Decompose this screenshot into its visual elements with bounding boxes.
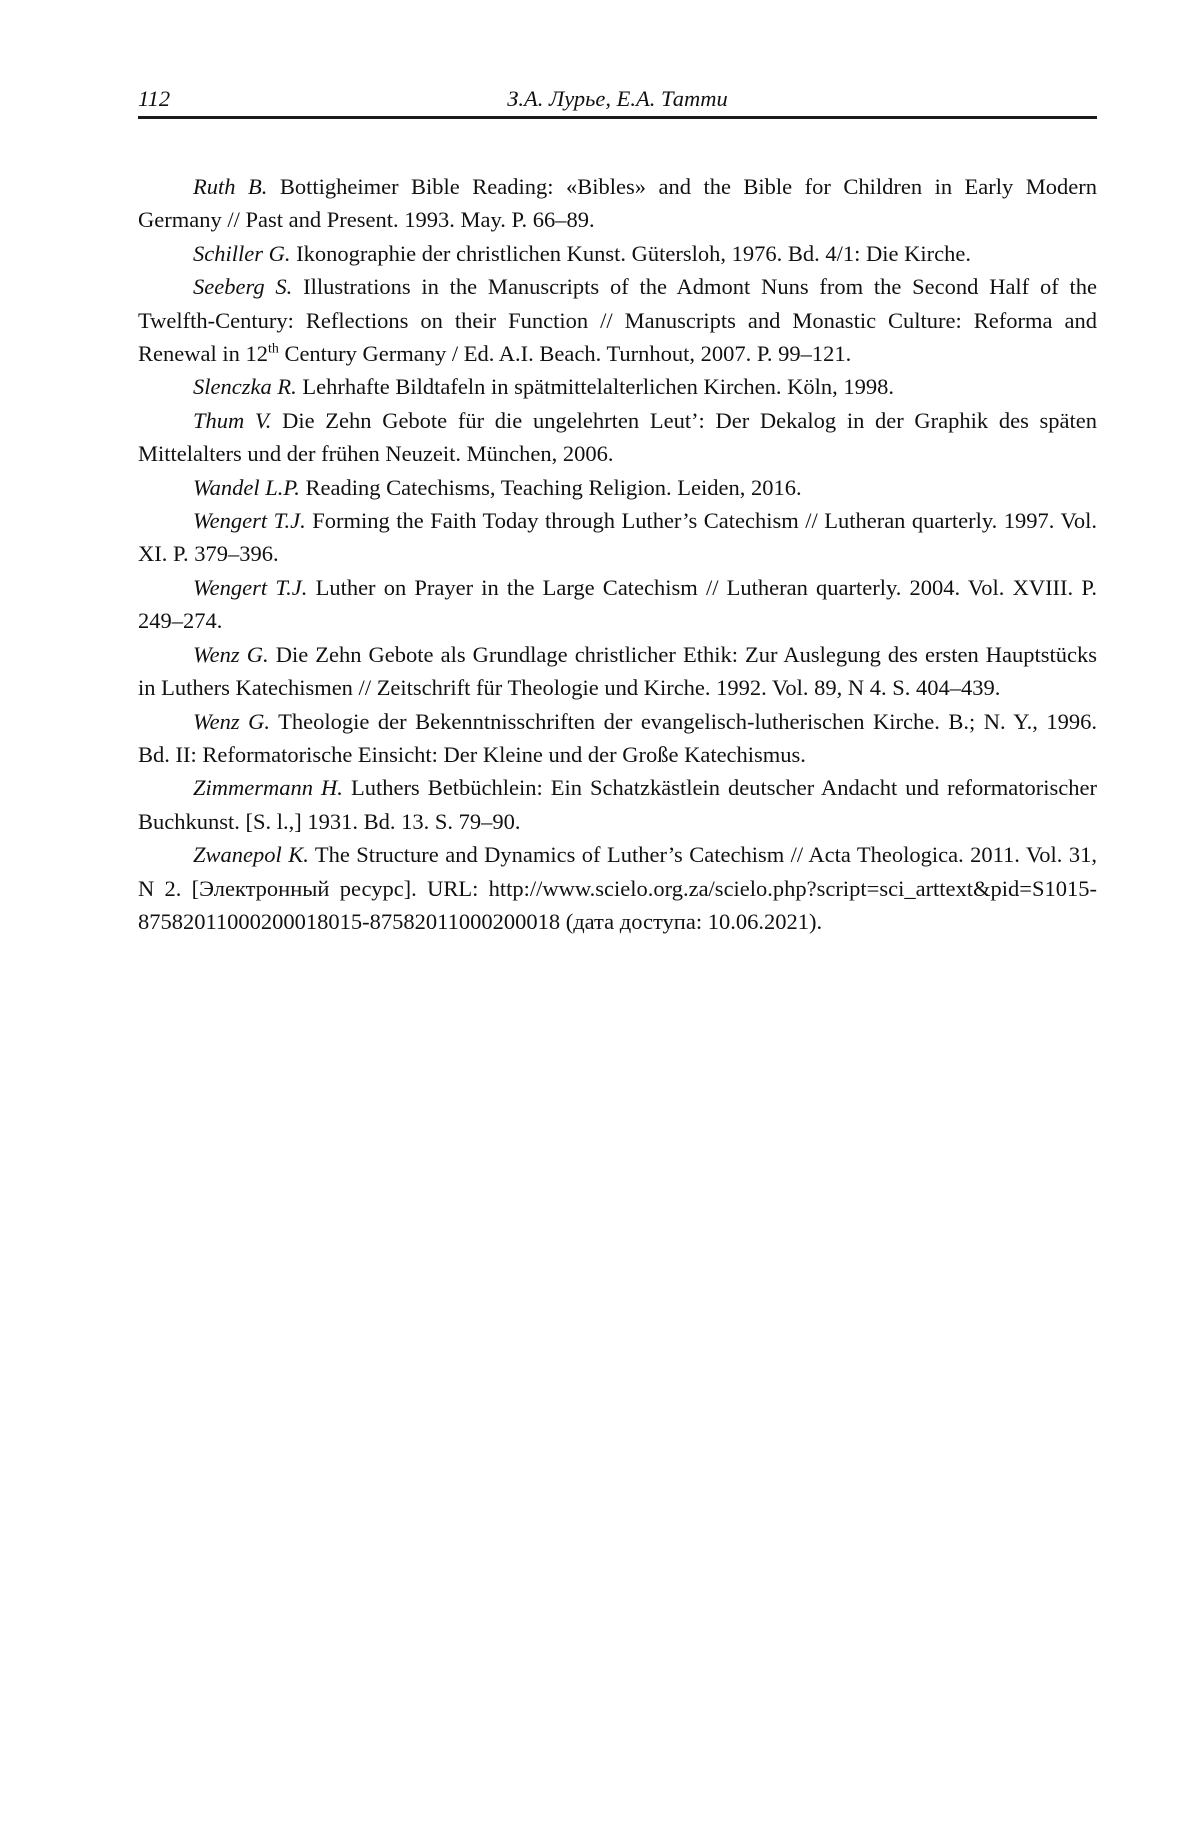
reference-author: Wenz G. <box>193 708 271 734</box>
reference-text: Illustrations in the Manuscripts of the Admont Nuns from the Second Half of the Twelfth-Century: Reflections on their Function // Manuscripts and Monastic Culture: Reforma and Renewal in 12 <box>138 274 1097 367</box>
reference-text: Forming the Faith Today through Luther’s Catechism // Lutheran quarterly. 1997. Vol. XI. P. 379–396. <box>138 508 1097 567</box>
reference-entry <box>138 404 1097 471</box>
reference-text: Bottigheimer Bible Reading: «Bibles» and the Bible for Children in Early Modern Germany // Past and Present. 1993. May. P. 66–89. <box>138 174 1097 233</box>
reference-entry <box>138 170 1097 237</box>
reference-author: Zimmermann H. <box>193 775 343 801</box>
reference-entry <box>138 571 1097 638</box>
reference-text: The Structure and Dynamics of Luther’s Catechism // Acta Theologica. 2011. Vol. 31, N 2. [Электронный ресурс]. URL: http://www.scielo.org.za/scielo.php?script=sci_arttext&pid=S1015-87582011000200018015-87582011000200018 (дата доступа: 10.06.2021). <box>138 842 1097 934</box>
page-number: 112 <box>138 86 171 111</box>
reference-text: Reading Catechisms, Teaching Religion. Leiden, 2016. <box>299 474 802 500</box>
reference-text: Lehrhafte Bildtafeln in spätmittelalterlichen Kirchen. Köln, 1998. <box>296 374 895 400</box>
reference-author: Wandel L.P. <box>193 474 300 500</box>
header-rule <box>138 116 1097 119</box>
reference-entry <box>138 638 1097 705</box>
reference-author: Ruth B. <box>193 174 268 199</box>
running-title: З.А. Лурье, Е.А. Татти <box>507 86 728 111</box>
reference-author: Zwanepol K. <box>193 842 309 868</box>
reference-author: Thum V. <box>193 407 272 433</box>
reference-entry <box>138 471 1097 504</box>
reference-author: Seeberg S. <box>193 274 293 300</box>
reference-entry <box>138 270 1097 370</box>
reference-author: Wengert T.J. <box>193 508 306 534</box>
reference-entry <box>138 370 1097 403</box>
reference-author: Wengert T.J. <box>193 574 308 600</box>
page-header <box>138 84 1097 114</box>
reference-text: Theologie der Bekenntnisschriften der evangelisch-lutherischen Kirche. B.; N. Y., 1996. Bd. II: Reformatorische Einsicht: Der Kleine und der Große Katechismus. <box>138 708 1098 767</box>
reference-author: Slenczka R. <box>193 374 297 400</box>
reference-text: Century Germany / Ed. A.I. Beach. Turnhout, 2007. P. 99–121. <box>278 341 852 367</box>
reference-author: Schiller G. <box>193 240 291 266</box>
reference-text: Ikonographie der christlichen Kunst. Gütersloh, 1976. Bd. 4/1: Die Kirche. <box>290 240 971 266</box>
reference-entry <box>138 838 1097 938</box>
reference-entry <box>138 504 1097 571</box>
reference-entry <box>138 771 1097 838</box>
ordinal-superscript: th <box>267 341 279 357</box>
reference-entry <box>138 237 1097 270</box>
references-list <box>138 170 1097 938</box>
reference-text: Luther on Prayer in the Large Catechism // Lutheran quarterly. 2004. Vol. XVIII. P. 249–274. <box>138 574 1097 634</box>
reference-author: Wenz G. <box>193 641 269 667</box>
reference-entry <box>138 705 1097 772</box>
reference-text: Luthers Betbüchlein: Ein Schatzkästlein deutscher Andacht und reformatorischer Buchkunst. [S. l.,] 1931. Bd. 13. S. 79–90. <box>138 775 1097 834</box>
reference-text: Die Zehn Gebote als Grundlage christlicher Ethik: Zur Auslegung des ersten Hauptstücks in Luthers Katechismen // Zeitschrift für Theologie und Kirche. 1992. Vol. 89, N 4. S. 404–439. <box>138 641 1098 701</box>
reference-text: Die Zehn Gebote für die ungelehrten Leut’: Der Dekalog in der Graphik des späten Mittelalters und der frühen Neuzeit. München, 2006. <box>138 407 1097 467</box>
